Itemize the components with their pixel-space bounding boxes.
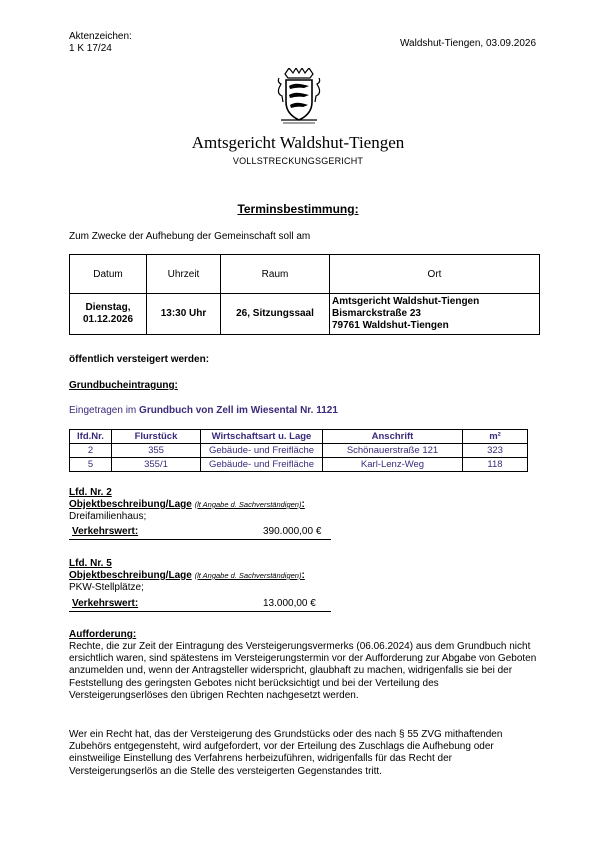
cell-parcel: 355/1 — [112, 458, 201, 472]
appointment-place — [330, 294, 540, 335]
object-label: Objektbeschreibung/Lage — [69, 570, 192, 581]
item-heading: Lfd. Nr. 2 — [69, 487, 112, 498]
file-reference-number: 1 K 17/24 — [69, 43, 112, 54]
appointment-header-row — [70, 255, 540, 294]
header-time: Uhrzeit — [147, 255, 221, 294]
divider — [69, 611, 331, 612]
cell-address: Schönauerstraße 121 — [323, 444, 463, 458]
col-number: lfd.Nr. — [70, 430, 112, 444]
col-use: Wirtschaftsart u. Lage — [201, 430, 323, 444]
cell-use: Gebäude- und Freifläche — [201, 444, 323, 458]
appointment-time: 13:30 Uhr — [147, 294, 221, 335]
intro-text: Zum Zwecke der Aufhebung der Gemeinschaft soll am — [69, 231, 311, 242]
appointment-date-value: 01.12.2026 — [82, 314, 134, 325]
object-colon: : — [301, 499, 305, 510]
object-description-label — [69, 499, 305, 510]
cell-area: 323 — [463, 444, 528, 458]
appointment-date — [70, 294, 147, 335]
item-heading: Lfd. Nr. 5 — [69, 558, 112, 569]
header-room: Raum — [221, 255, 330, 294]
col-parcel: Flurstück — [112, 430, 201, 444]
object-note: (lt Angabe d. Sachverständigen) — [194, 571, 302, 580]
market-value-label: Verkehrswert: — [72, 598, 139, 609]
market-value: 390.000,00 € — [263, 526, 322, 537]
object-description: PKW-Stellplätze; — [69, 582, 144, 593]
land-register-book: Grundbuch von Zell im Wiesental Nr. 1121 — [139, 405, 338, 416]
cell-area: 118 — [463, 458, 528, 472]
place-line-1: Amtsgericht Waldshut-Tiengen — [332, 296, 480, 307]
request-heading: Aufforderung: — [69, 629, 137, 640]
header-date: Datum — [70, 255, 147, 294]
market-value: 13.000,00 € — [263, 598, 316, 609]
appointment-room: 26, Sitzungssaal — [221, 294, 330, 335]
appointment-row — [70, 294, 540, 335]
land-register-line — [69, 405, 338, 416]
cell-use: Gebäude- und Freifläche — [201, 458, 323, 472]
plots-table — [69, 429, 528, 472]
cell-number: 2 — [70, 444, 112, 458]
header-place: Ort — [330, 255, 540, 294]
court-department: VOLLSTRECKUNGSGERICHT — [232, 156, 364, 166]
plots-header-row — [70, 430, 528, 444]
land-register-heading: Grundbucheintragung: — [69, 380, 178, 391]
land-register-prefix: Eingetragen im — [69, 405, 140, 416]
cell-address: Karl-Lenz-Weg — [323, 458, 463, 472]
table-row — [70, 458, 528, 472]
table-row — [70, 444, 528, 458]
object-colon: : — [301, 570, 305, 581]
object-description-label — [69, 570, 305, 581]
coat-of-arms-icon — [277, 68, 321, 126]
place-and-date: Waldshut-Tiengen, 03.09.2026 — [399, 38, 536, 49]
appointment-weekday: Dienstag, — [85, 302, 131, 313]
market-value-label: Verkehrswert: — [72, 526, 139, 537]
file-reference-label: Aktenzeichen: — [69, 31, 132, 42]
request-paragraph-2: Wer ein Recht hat, das der Versteigerung des Grundstücks oder des nach § 55 ZVG mithaftenden Zubehörs entgegensteht, wird aufgefordert, vor der Erteilung des Zuschlags die Aufhebung oder einstweilige Einstellung des Verfahrens herbeizuführen, widrigenfalls für das Recht der Versteigerungserlös an die Stelle des versteigerten Gegenstandes tritt. — [69, 729, 503, 777]
col-area: m² — [463, 430, 528, 444]
object-description: Dreifamilienhaus; — [69, 511, 147, 522]
place-line-2: Bismarckstraße 23 — [332, 308, 421, 319]
cell-parcel: 355 — [112, 444, 201, 458]
cell-number: 5 — [70, 458, 112, 472]
object-note: (lt Angabe d. Sachverständigen) — [194, 500, 302, 509]
col-address: Anschrift — [323, 430, 463, 444]
document-title: Terminsbestimmung: — [237, 202, 359, 216]
request-paragraph-1: Rechte, die zur Zeit der Eintragung des Versteigerungsvermerks (06.06.2024) aus dem Grundbuch nicht ersichtlich waren, sind spätestens im Versteigerungstermin vor der Aufforderung zur Abgabe von Geboten anzumelden und, wenn der Antragsteller widerspricht, glaubhaft zu machen, widrigenfalls sie bei der Feststellung des geringsten Gebotes nicht berücksichtigt und bei der Verteilung des Versteigerungserlöses den übrigen Rechten nachgesetzt werden. — [69, 641, 537, 701]
appointment-table — [69, 254, 540, 335]
court-name: Amtsgericht Waldshut-Tiengen — [191, 133, 405, 152]
object-label: Objektbeschreibung/Lage — [69, 499, 192, 510]
auction-text: öffentlich versteigert werden: — [69, 354, 210, 365]
place-line-3: 79761 Waldshut-Tiengen — [332, 320, 449, 331]
file-reference — [69, 31, 132, 55]
divider — [69, 539, 331, 540]
